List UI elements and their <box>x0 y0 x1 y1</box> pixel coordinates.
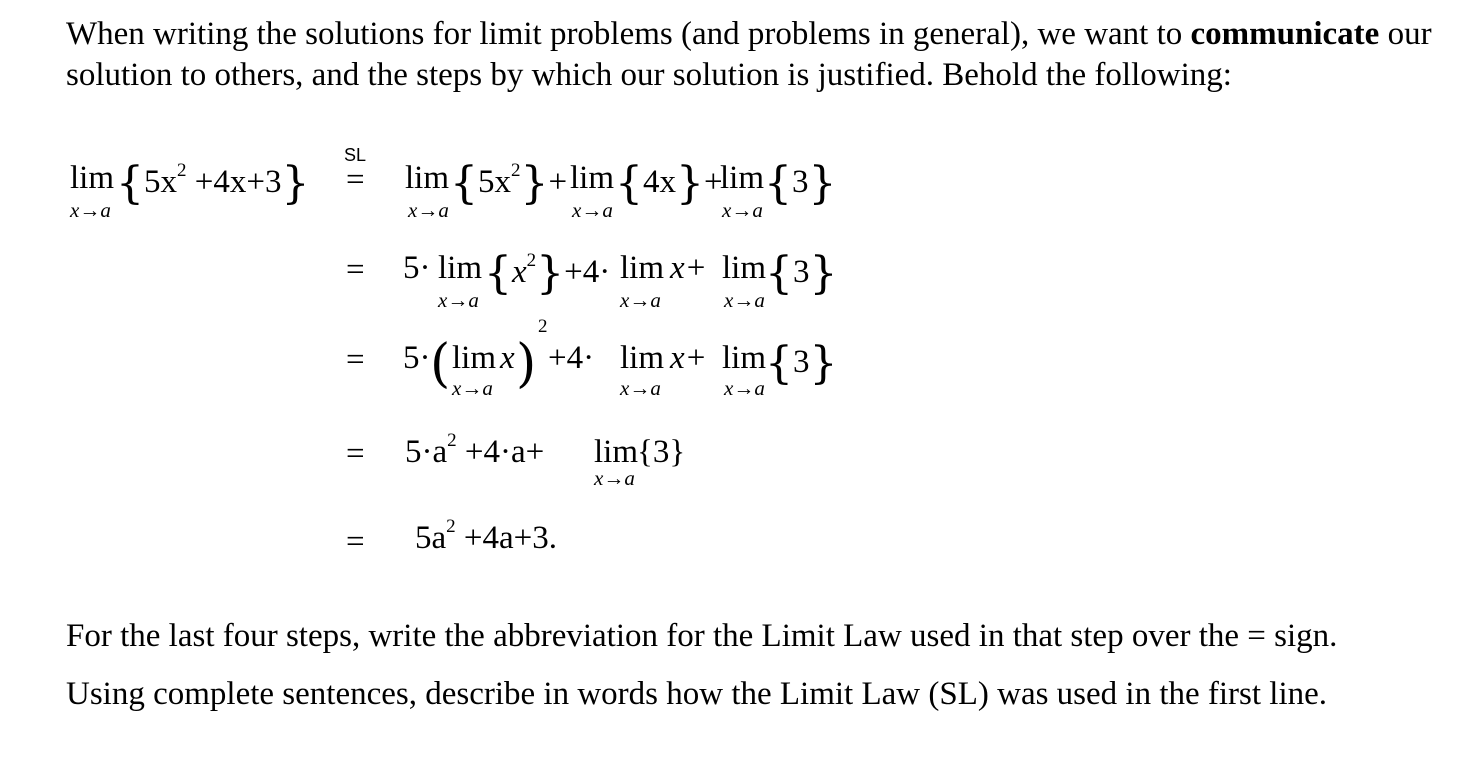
row3-paren-close: ) <box>516 334 537 394</box>
lim-operator: lim <box>405 160 450 196</box>
row2-term3: {3} <box>765 248 838 299</box>
lim-subscript: x→a <box>722 198 763 222</box>
lim-subscript: x→a <box>620 376 661 400</box>
lim-operator: lim <box>438 250 483 286</box>
intro-text-2: our solution to others, and the steps by which our solution is justified. Behold the following: <box>66 16 1432 93</box>
sl-label: SL <box>344 145 367 165</box>
lim-subscript: x→a <box>408 198 449 222</box>
lim-operator: lim <box>720 160 765 196</box>
row2-term1: $\{x^2\}+4\cdot$ <box>484 248 611 299</box>
lim-subscript: x→a <box>724 376 765 400</box>
row3-paren-group: ( <box>430 334 451 394</box>
lim-operator: lim <box>452 340 497 376</box>
row3-term3: {3} <box>765 338 838 389</box>
lim-operator: lim <box>722 340 767 376</box>
lim-subscript: x→a <box>724 288 765 312</box>
instruction-line-2: Using complete sentences, describe in words how the Limit Law (SL) was used in the first line. <box>66 676 1328 712</box>
row3-mid: +4· <box>548 340 595 376</box>
equals-sign: = <box>346 162 365 198</box>
lim-operator: lim <box>570 160 615 196</box>
row1-term1: $\{5x^2\}+$ <box>450 158 568 209</box>
row1-term2: {4x}+ <box>615 158 723 209</box>
lim-operator: lim <box>70 160 115 196</box>
intro-bold-word: communicate <box>1190 16 1380 52</box>
lim-subscript: x→a <box>594 466 635 490</box>
instruction-line-1: For the last four steps, write the abbreviation for the Limit Law used in that step over the = sign. <box>66 618 1338 654</box>
lim-subscript: x→a <box>572 198 613 222</box>
equals-sign: = <box>346 436 365 472</box>
intro-text-1: When writing the solutions for limit problems (and problems in general), we want to <box>66 16 1191 52</box>
row2-coef: 5· <box>403 250 431 286</box>
row1-term3: {3} <box>764 158 837 209</box>
lim-subscript: x→a <box>438 288 479 312</box>
lim-operator: lim <box>594 434 639 470</box>
row1-lhs: $\{5x^2 +4x+3\}$ <box>116 158 310 209</box>
row4-expression: $5\cdot a^2 +4\cdot a+$ <box>405 430 545 470</box>
row3-x: x <box>500 340 515 376</box>
equals-sign: = <box>346 252 365 288</box>
lim-subscript: x→a <box>620 288 661 312</box>
lim-subscript: x→a <box>70 198 111 222</box>
row4-term3: {3} <box>637 434 686 470</box>
row5-result: $5a^2 +4a+3$. <box>415 516 558 556</box>
row3-coef: 5· <box>403 340 431 376</box>
row3-x-term: x+ <box>670 340 707 376</box>
intro-paragraph <box>66 14 1456 96</box>
lim-operator: lim <box>620 340 665 376</box>
equals-sign: = <box>346 342 365 378</box>
equals-sign: = <box>346 524 365 560</box>
lim-operator: lim <box>722 250 767 286</box>
row3-exponent: 2 <box>538 316 548 337</box>
lim-subscript: x→a <box>452 376 493 400</box>
row2-x-term: x+ <box>670 250 707 286</box>
lim-operator: lim <box>620 250 665 286</box>
